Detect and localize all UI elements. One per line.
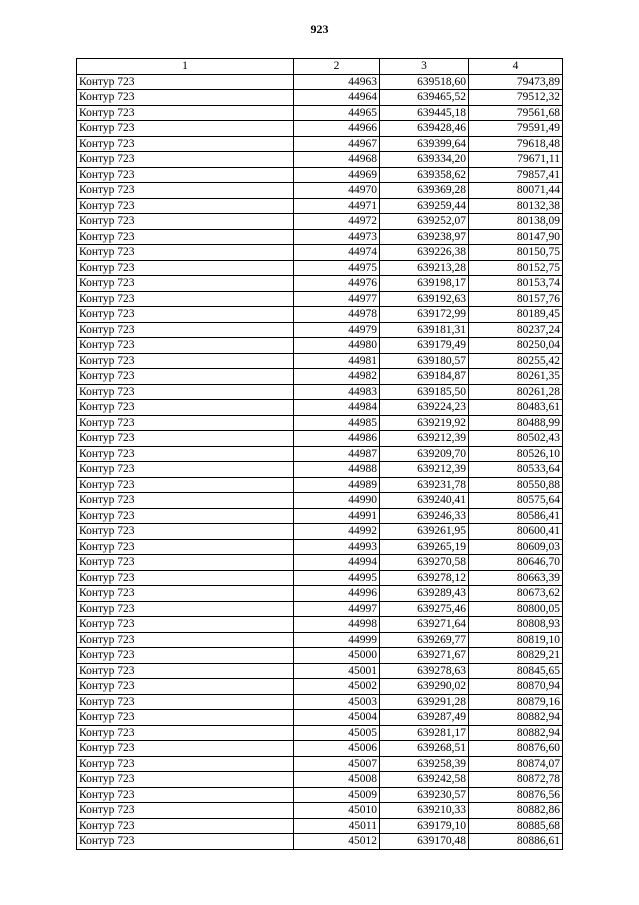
cell-contour: Контур 723 bbox=[77, 307, 294, 323]
cell-x: 639198,17 bbox=[380, 276, 469, 292]
cell-contour: Контур 723 bbox=[77, 493, 294, 509]
cell-point-number: 44967 bbox=[294, 136, 380, 152]
table-row bbox=[77, 105, 563, 121]
table-row bbox=[77, 136, 563, 152]
cell-point-number: 44969 bbox=[294, 167, 380, 183]
cell-point-number: 44968 bbox=[294, 152, 380, 168]
table-row bbox=[77, 694, 563, 710]
header-cell-x: 3 bbox=[380, 59, 469, 75]
table-row bbox=[77, 586, 563, 602]
cell-y: 80876,56 bbox=[469, 787, 563, 803]
cell-y: 80488,99 bbox=[469, 415, 563, 431]
table-row bbox=[77, 648, 563, 664]
cell-point-number: 44963 bbox=[294, 74, 380, 90]
table-row bbox=[77, 276, 563, 292]
cell-contour: Контур 723 bbox=[77, 539, 294, 555]
cell-contour: Контур 723 bbox=[77, 446, 294, 462]
table-row bbox=[77, 152, 563, 168]
cell-contour: Контур 723 bbox=[77, 555, 294, 571]
cell-point-number: 44992 bbox=[294, 524, 380, 540]
cell-y: 80882,94 bbox=[469, 710, 563, 726]
cell-x: 639289,43 bbox=[380, 586, 469, 602]
cell-contour: Контур 723 bbox=[77, 121, 294, 137]
cell-point-number: 44977 bbox=[294, 291, 380, 307]
table-row bbox=[77, 214, 563, 230]
cell-y: 79512,32 bbox=[469, 90, 563, 106]
cell-point-number: 45006 bbox=[294, 741, 380, 757]
cell-point-number: 44996 bbox=[294, 586, 380, 602]
cell-x: 639281,17 bbox=[380, 725, 469, 741]
cell-x: 639246,33 bbox=[380, 508, 469, 524]
cell-x: 639518,60 bbox=[380, 74, 469, 90]
cell-contour: Контур 723 bbox=[77, 353, 294, 369]
cell-y: 80886,61 bbox=[469, 834, 563, 850]
cell-y: 80646,70 bbox=[469, 555, 563, 571]
cell-y: 80870,94 bbox=[469, 679, 563, 695]
cell-y: 80147,90 bbox=[469, 229, 563, 245]
cell-point-number: 44980 bbox=[294, 338, 380, 354]
table-header bbox=[77, 59, 563, 75]
table-row bbox=[77, 400, 563, 416]
cell-contour: Контур 723 bbox=[77, 167, 294, 183]
cell-y: 80586,41 bbox=[469, 508, 563, 524]
cell-point-number: 44987 bbox=[294, 446, 380, 462]
cell-y: 80153,74 bbox=[469, 276, 563, 292]
page-number: 923 bbox=[310, 22, 329, 36]
cell-y: 80882,86 bbox=[469, 803, 563, 819]
cell-y: 79618,48 bbox=[469, 136, 563, 152]
cell-y: 80526,10 bbox=[469, 446, 563, 462]
table-row bbox=[77, 477, 563, 493]
cell-contour: Контур 723 bbox=[77, 400, 294, 416]
cell-contour: Контур 723 bbox=[77, 725, 294, 741]
cell-x: 639290,02 bbox=[380, 679, 469, 695]
table-row bbox=[77, 74, 563, 90]
cell-point-number: 45007 bbox=[294, 756, 380, 772]
cell-x: 639209,70 bbox=[380, 446, 469, 462]
table-row bbox=[77, 369, 563, 385]
table-row bbox=[77, 338, 563, 354]
table-row bbox=[77, 307, 563, 323]
cell-contour: Контур 723 bbox=[77, 834, 294, 850]
table-row bbox=[77, 725, 563, 741]
cell-point-number: 44995 bbox=[294, 570, 380, 586]
cell-point-number: 45004 bbox=[294, 710, 380, 726]
cell-contour: Контур 723 bbox=[77, 710, 294, 726]
cell-y: 80673,62 bbox=[469, 586, 563, 602]
table-row bbox=[77, 493, 563, 509]
cell-x: 639210,33 bbox=[380, 803, 469, 819]
cell-contour: Контур 723 bbox=[77, 90, 294, 106]
cell-point-number: 44971 bbox=[294, 198, 380, 214]
cell-y: 80189,45 bbox=[469, 307, 563, 323]
cell-x: 639271,67 bbox=[380, 648, 469, 664]
cell-y: 80550,88 bbox=[469, 477, 563, 493]
cell-x: 639428,46 bbox=[380, 121, 469, 137]
header-row bbox=[77, 59, 563, 75]
cell-y: 80138,09 bbox=[469, 214, 563, 230]
table-row bbox=[77, 741, 563, 757]
cell-contour: Контур 723 bbox=[77, 322, 294, 338]
cell-y: 80071,44 bbox=[469, 183, 563, 199]
cell-x: 639268,51 bbox=[380, 741, 469, 757]
cell-x: 639179,10 bbox=[380, 818, 469, 834]
cell-x: 639269,77 bbox=[380, 632, 469, 648]
table-row bbox=[77, 353, 563, 369]
cell-contour: Контур 723 bbox=[77, 260, 294, 276]
cell-x: 639291,28 bbox=[380, 694, 469, 710]
cell-point-number: 45009 bbox=[294, 787, 380, 803]
cell-contour: Контур 723 bbox=[77, 136, 294, 152]
table-row bbox=[77, 772, 563, 788]
cell-x: 639212,39 bbox=[380, 431, 469, 447]
cell-y: 80800,05 bbox=[469, 601, 563, 617]
table-row bbox=[77, 632, 563, 648]
cell-point-number: 44998 bbox=[294, 617, 380, 633]
cell-x: 639465,52 bbox=[380, 90, 469, 106]
table-row bbox=[77, 663, 563, 679]
cell-contour: Контур 723 bbox=[77, 462, 294, 478]
cell-point-number: 44988 bbox=[294, 462, 380, 478]
cell-point-number: 44974 bbox=[294, 245, 380, 261]
cell-y: 80829,21 bbox=[469, 648, 563, 664]
cell-contour: Контур 723 bbox=[77, 787, 294, 803]
cell-point-number: 44989 bbox=[294, 477, 380, 493]
cell-contour: Контур 723 bbox=[77, 663, 294, 679]
cell-point-number: 44964 bbox=[294, 90, 380, 106]
cell-y: 80808,93 bbox=[469, 617, 563, 633]
cell-x: 639275,46 bbox=[380, 601, 469, 617]
cell-point-number: 44970 bbox=[294, 183, 380, 199]
table-row bbox=[77, 710, 563, 726]
cell-point-number: 45011 bbox=[294, 818, 380, 834]
table-row bbox=[77, 787, 563, 803]
cell-point-number: 44994 bbox=[294, 555, 380, 571]
cell-contour: Контур 723 bbox=[77, 818, 294, 834]
cell-contour: Контур 723 bbox=[77, 570, 294, 586]
cell-contour: Контур 723 bbox=[77, 214, 294, 230]
cell-x: 639185,50 bbox=[380, 384, 469, 400]
cell-x: 639179,49 bbox=[380, 338, 469, 354]
cell-x: 639219,92 bbox=[380, 415, 469, 431]
cell-contour: Контур 723 bbox=[77, 198, 294, 214]
cell-x: 639238,97 bbox=[380, 229, 469, 245]
cell-point-number: 44981 bbox=[294, 353, 380, 369]
table-row bbox=[77, 322, 563, 338]
table-row bbox=[77, 818, 563, 834]
cell-y: 80157,76 bbox=[469, 291, 563, 307]
cell-contour: Контур 723 bbox=[77, 276, 294, 292]
cell-y: 80872,78 bbox=[469, 772, 563, 788]
table-row bbox=[77, 756, 563, 772]
cell-y: 80261,35 bbox=[469, 369, 563, 385]
cell-y: 80845,65 bbox=[469, 663, 563, 679]
cell-contour: Контур 723 bbox=[77, 183, 294, 199]
cell-point-number: 45000 bbox=[294, 648, 380, 664]
table-row bbox=[77, 834, 563, 850]
cell-y: 80882,94 bbox=[469, 725, 563, 741]
cell-contour: Контур 723 bbox=[77, 369, 294, 385]
cell-point-number: 45003 bbox=[294, 694, 380, 710]
cell-x: 639181,31 bbox=[380, 322, 469, 338]
cell-y: 80885,68 bbox=[469, 818, 563, 834]
cell-contour: Контур 723 bbox=[77, 694, 294, 710]
cell-contour: Контур 723 bbox=[77, 477, 294, 493]
cell-x: 639213,28 bbox=[380, 260, 469, 276]
table-row bbox=[77, 384, 563, 400]
cell-x: 639265,19 bbox=[380, 539, 469, 555]
cell-y: 80876,60 bbox=[469, 741, 563, 757]
cell-contour: Контур 723 bbox=[77, 431, 294, 447]
cell-x: 639224,23 bbox=[380, 400, 469, 416]
cell-point-number: 44975 bbox=[294, 260, 380, 276]
cell-contour: Контур 723 bbox=[77, 648, 294, 664]
table-row bbox=[77, 446, 563, 462]
cell-point-number: 44982 bbox=[294, 369, 380, 385]
cell-y: 80819,10 bbox=[469, 632, 563, 648]
cell-point-number: 44991 bbox=[294, 508, 380, 524]
cell-y: 80575,64 bbox=[469, 493, 563, 509]
cell-point-number: 44997 bbox=[294, 601, 380, 617]
cell-point-number: 44979 bbox=[294, 322, 380, 338]
cell-point-number: 44976 bbox=[294, 276, 380, 292]
cell-point-number: 44972 bbox=[294, 214, 380, 230]
cell-point-number: 44966 bbox=[294, 121, 380, 137]
cell-point-number: 45008 bbox=[294, 772, 380, 788]
cell-y: 80663,39 bbox=[469, 570, 563, 586]
cell-point-number: 44973 bbox=[294, 229, 380, 245]
cell-x: 639240,41 bbox=[380, 493, 469, 509]
cell-y: 79591,49 bbox=[469, 121, 563, 137]
cell-contour: Контур 723 bbox=[77, 524, 294, 540]
cell-x: 639230,57 bbox=[380, 787, 469, 803]
table-row bbox=[77, 431, 563, 447]
cell-contour: Контур 723 bbox=[77, 586, 294, 602]
cell-x: 639278,12 bbox=[380, 570, 469, 586]
cell-contour: Контур 723 bbox=[77, 338, 294, 354]
cell-contour: Контур 723 bbox=[77, 803, 294, 819]
cell-y: 79671,11 bbox=[469, 152, 563, 168]
header-cell-contour: 1 bbox=[77, 59, 294, 75]
cell-point-number: 45005 bbox=[294, 725, 380, 741]
cell-contour: Контур 723 bbox=[77, 756, 294, 772]
table-row bbox=[77, 291, 563, 307]
cell-x: 639270,58 bbox=[380, 555, 469, 571]
cell-y: 80150,75 bbox=[469, 245, 563, 261]
cell-point-number: 44990 bbox=[294, 493, 380, 509]
cell-point-number: 44965 bbox=[294, 105, 380, 121]
table-row bbox=[77, 167, 563, 183]
cell-y: 80874,07 bbox=[469, 756, 563, 772]
coordinates-table bbox=[76, 58, 563, 850]
table-row bbox=[77, 539, 563, 555]
cell-y: 80250,04 bbox=[469, 338, 563, 354]
cell-y: 79857,41 bbox=[469, 167, 563, 183]
cell-x: 639334,20 bbox=[380, 152, 469, 168]
cell-y: 79561,68 bbox=[469, 105, 563, 121]
table-row bbox=[77, 183, 563, 199]
header-cell-point-number: 2 bbox=[294, 59, 380, 75]
cell-point-number: 44993 bbox=[294, 539, 380, 555]
cell-x: 639445,18 bbox=[380, 105, 469, 121]
cell-contour: Контур 723 bbox=[77, 415, 294, 431]
table-row bbox=[77, 415, 563, 431]
cell-point-number: 45012 bbox=[294, 834, 380, 850]
cell-x: 639192,63 bbox=[380, 291, 469, 307]
cell-contour: Контур 723 bbox=[77, 632, 294, 648]
cell-x: 639369,28 bbox=[380, 183, 469, 199]
cell-point-number: 45001 bbox=[294, 663, 380, 679]
cell-x: 639252,07 bbox=[380, 214, 469, 230]
table-row bbox=[77, 260, 563, 276]
cell-contour: Контур 723 bbox=[77, 152, 294, 168]
cell-y: 80255,42 bbox=[469, 353, 563, 369]
table-row bbox=[77, 90, 563, 106]
table-row bbox=[77, 245, 563, 261]
table-row bbox=[77, 121, 563, 137]
table-row bbox=[77, 198, 563, 214]
cell-y: 80502,43 bbox=[469, 431, 563, 447]
cell-y: 80483,61 bbox=[469, 400, 563, 416]
cell-x: 639231,78 bbox=[380, 477, 469, 493]
cell-x: 639261,95 bbox=[380, 524, 469, 540]
cell-x: 639212,39 bbox=[380, 462, 469, 478]
cell-point-number: 44978 bbox=[294, 307, 380, 323]
cell-x: 639278,63 bbox=[380, 663, 469, 679]
cell-point-number: 44986 bbox=[294, 431, 380, 447]
cell-point-number: 44983 bbox=[294, 384, 380, 400]
cell-contour: Контур 723 bbox=[77, 601, 294, 617]
table-row bbox=[77, 570, 563, 586]
table-row bbox=[77, 617, 563, 633]
cell-x: 639242,58 bbox=[380, 772, 469, 788]
cell-x: 639271,64 bbox=[380, 617, 469, 633]
cell-y: 80609,03 bbox=[469, 539, 563, 555]
table-row bbox=[77, 462, 563, 478]
cell-point-number: 44985 bbox=[294, 415, 380, 431]
cell-point-number: 45002 bbox=[294, 679, 380, 695]
cell-x: 639172,99 bbox=[380, 307, 469, 323]
cell-contour: Контур 723 bbox=[77, 245, 294, 261]
cell-x: 639170,48 bbox=[380, 834, 469, 850]
cell-contour: Контур 723 bbox=[77, 291, 294, 307]
cell-contour: Контур 723 bbox=[77, 741, 294, 757]
cell-y: 80261,28 bbox=[469, 384, 563, 400]
table-row bbox=[77, 524, 563, 540]
cell-y: 79473,89 bbox=[469, 74, 563, 90]
cell-point-number: 44984 bbox=[294, 400, 380, 416]
cell-y: 80879,16 bbox=[469, 694, 563, 710]
header-cell-y: 4 bbox=[469, 59, 563, 75]
cell-contour: Контур 723 bbox=[77, 229, 294, 245]
cell-y: 80237,24 bbox=[469, 322, 563, 338]
table-row bbox=[77, 555, 563, 571]
cell-x: 639259,44 bbox=[380, 198, 469, 214]
table-row bbox=[77, 679, 563, 695]
cell-contour: Контур 723 bbox=[77, 384, 294, 400]
cell-point-number: 45010 bbox=[294, 803, 380, 819]
cell-y: 80152,75 bbox=[469, 260, 563, 276]
cell-contour: Контур 723 bbox=[77, 508, 294, 524]
cell-contour: Контур 723 bbox=[77, 105, 294, 121]
cell-x: 639358,62 bbox=[380, 167, 469, 183]
cell-x: 639258,39 bbox=[380, 756, 469, 772]
table-body bbox=[77, 74, 563, 849]
cell-contour: Контур 723 bbox=[77, 74, 294, 90]
cell-y: 80600,41 bbox=[469, 524, 563, 540]
cell-x: 639226,38 bbox=[380, 245, 469, 261]
cell-x: 639180,57 bbox=[380, 353, 469, 369]
cell-x: 639184,87 bbox=[380, 369, 469, 385]
cell-contour: Контур 723 bbox=[77, 617, 294, 633]
table-row bbox=[77, 508, 563, 524]
cell-y: 80533,64 bbox=[469, 462, 563, 478]
cell-x: 639399,64 bbox=[380, 136, 469, 152]
cell-contour: Контур 723 bbox=[77, 772, 294, 788]
cell-y: 80132,38 bbox=[469, 198, 563, 214]
cell-contour: Контур 723 bbox=[77, 679, 294, 695]
cell-x: 639287,49 bbox=[380, 710, 469, 726]
cell-point-number: 44999 bbox=[294, 632, 380, 648]
table-row bbox=[77, 803, 563, 819]
table-row bbox=[77, 601, 563, 617]
table-row bbox=[77, 229, 563, 245]
